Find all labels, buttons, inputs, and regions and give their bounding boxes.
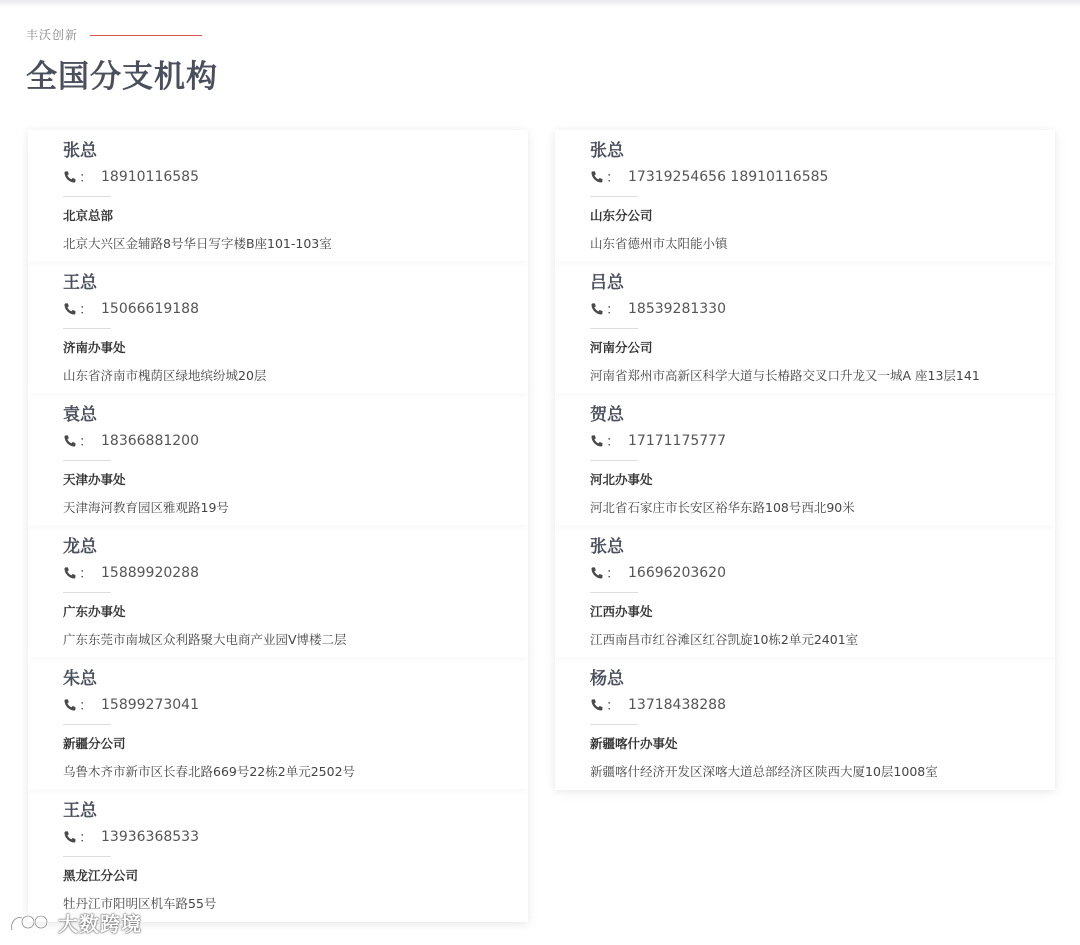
phone-row <box>590 430 1055 452</box>
phone-icon <box>590 170 604 184</box>
phone-separator: ： <box>79 170 93 186</box>
phone-separator: ： <box>606 566 620 582</box>
phone-row <box>590 166 1055 188</box>
phone-number[interactable]: 17171175777 <box>628 433 726 449</box>
contact-name: 张总 <box>590 141 624 161</box>
phone-row <box>590 694 1055 716</box>
phone-separator: ： <box>606 170 620 186</box>
phone-icon <box>590 698 604 712</box>
phone-number[interactable]: 18910116585 <box>101 169 199 185</box>
contact-name: 朱总 <box>63 669 97 689</box>
divider <box>63 196 111 197</box>
branch-card <box>555 658 1055 790</box>
phone-icon <box>590 566 604 580</box>
phone-number[interactable]: 17319254656 18910116585 <box>628 169 829 185</box>
divider <box>63 460 111 461</box>
office-address: 广东东莞市南城区众利路聚大电商产业园V博楼二层 <box>63 632 347 647</box>
office-name: 北京总部 <box>63 208 114 223</box>
phone-number[interactable]: 13718438288 <box>628 697 726 713</box>
branch-card <box>555 130 1055 262</box>
phone-icon <box>63 698 77 712</box>
phone-icon <box>63 566 77 580</box>
eyebrow-text: 丰沃创新 <box>26 28 79 42</box>
branch-card <box>28 262 528 394</box>
page-header <box>26 26 218 96</box>
phone-separator: ： <box>79 434 93 450</box>
office-address: 河南省郑州市高新区科学大道与长椿路交叉口升龙又一城A 座13层141 <box>590 368 980 383</box>
branch-list-left <box>28 130 528 922</box>
office-name: 河北办事处 <box>590 472 653 487</box>
phone-number[interactable]: 16696203620 <box>628 565 726 581</box>
contact-name: 袁总 <box>63 405 97 425</box>
phone-separator: ： <box>79 830 93 846</box>
phone-number[interactable]: 13936368533 <box>101 829 199 845</box>
contact-name: 王总 <box>63 801 97 821</box>
office-name: 河南分公司 <box>590 340 653 355</box>
office-address: 新疆喀什经济开发区深喀大道总部经济区陕西大厦10层1008室 <box>590 764 938 779</box>
office-name: 新疆喀什办事处 <box>590 736 678 751</box>
phone-icon <box>63 170 77 184</box>
phone-separator: ： <box>606 302 620 318</box>
divider <box>590 196 638 197</box>
phone-icon <box>63 830 77 844</box>
office-address: 山东省德州市太阳能小镇 <box>590 236 728 251</box>
phone-row <box>63 562 528 584</box>
phone-number[interactable]: 15066619188 <box>101 301 199 317</box>
office-name: 江西办事处 <box>590 604 653 619</box>
phone-row <box>63 826 528 848</box>
eyebrow <box>26 26 218 43</box>
office-address: 河北省石家庄市长安区裕华东路108号西北90米 <box>590 500 855 515</box>
watermark <box>8 908 142 937</box>
phone-number[interactable]: 15899273041 <box>101 697 199 713</box>
office-address: 乌鲁木齐市新市区长春北路669号22栋2单元2502号 <box>63 764 356 779</box>
top-shadow-bar <box>0 0 1080 8</box>
branch-card <box>28 130 528 262</box>
phone-row <box>590 298 1055 320</box>
contact-name: 龙总 <box>63 537 97 557</box>
phone-separator: ： <box>79 566 93 582</box>
branch-card <box>555 526 1055 658</box>
divider <box>63 856 111 857</box>
phone-row <box>63 298 528 320</box>
phone-number[interactable]: 15889920288 <box>101 565 199 581</box>
contact-name: 张总 <box>63 141 97 161</box>
contact-name: 杨总 <box>590 669 624 689</box>
office-address: 北京大兴区金辅路8号华日写字楼B座101-103室 <box>63 236 332 251</box>
branch-card <box>28 790 528 922</box>
phone-icon <box>63 434 77 448</box>
phone-icon <box>63 302 77 316</box>
office-address: 牡丹江市阳明区机车路55号 <box>63 896 217 911</box>
phone-number[interactable]: 18366881200 <box>101 433 199 449</box>
office-name: 天津办事处 <box>63 472 126 487</box>
contact-name: 吕总 <box>590 273 624 293</box>
divider <box>590 328 638 329</box>
branch-card <box>555 262 1055 394</box>
phone-icon <box>590 434 604 448</box>
phone-number[interactable]: 18539281330 <box>628 301 726 317</box>
accent-line <box>90 35 202 36</box>
divider <box>63 724 111 725</box>
watermark-text: 大数跨境 <box>58 912 142 936</box>
divider <box>590 724 638 725</box>
phone-separator: ： <box>606 434 620 450</box>
office-name: 山东分公司 <box>590 208 653 223</box>
phone-separator: ： <box>79 698 93 714</box>
office-name: 新疆分公司 <box>63 736 126 751</box>
office-name: 广东办事处 <box>63 604 126 619</box>
divider <box>590 592 638 593</box>
divider <box>63 328 111 329</box>
watermark-logo-icon <box>8 910 52 936</box>
branch-card <box>28 394 528 526</box>
phone-row <box>63 430 528 452</box>
office-address: 江西南昌市红谷滩区红谷凯旋10栋2单元2401室 <box>590 632 859 647</box>
divider <box>590 460 638 461</box>
phone-separator: ： <box>79 302 93 318</box>
phone-row <box>63 166 528 188</box>
branch-card <box>28 526 528 658</box>
phone-row <box>63 694 528 716</box>
page-title: 全国分支机构 <box>26 59 218 95</box>
contact-name: 贺总 <box>590 405 624 425</box>
contact-name: 张总 <box>590 537 624 557</box>
office-address: 山东省济南市槐荫区绿地缤纷城20层 <box>63 368 267 383</box>
contact-name: 王总 <box>63 273 97 293</box>
branch-list-right <box>555 130 1055 790</box>
branch-card <box>555 394 1055 526</box>
branch-card <box>28 658 528 790</box>
office-name: 黑龙江分公司 <box>63 868 139 883</box>
phone-separator: ： <box>606 698 620 714</box>
phone-row <box>590 562 1055 584</box>
phone-icon <box>590 302 604 316</box>
divider <box>63 592 111 593</box>
office-address: 天津海河教育园区雅观路19号 <box>63 500 229 515</box>
office-name: 济南办事处 <box>63 340 126 355</box>
